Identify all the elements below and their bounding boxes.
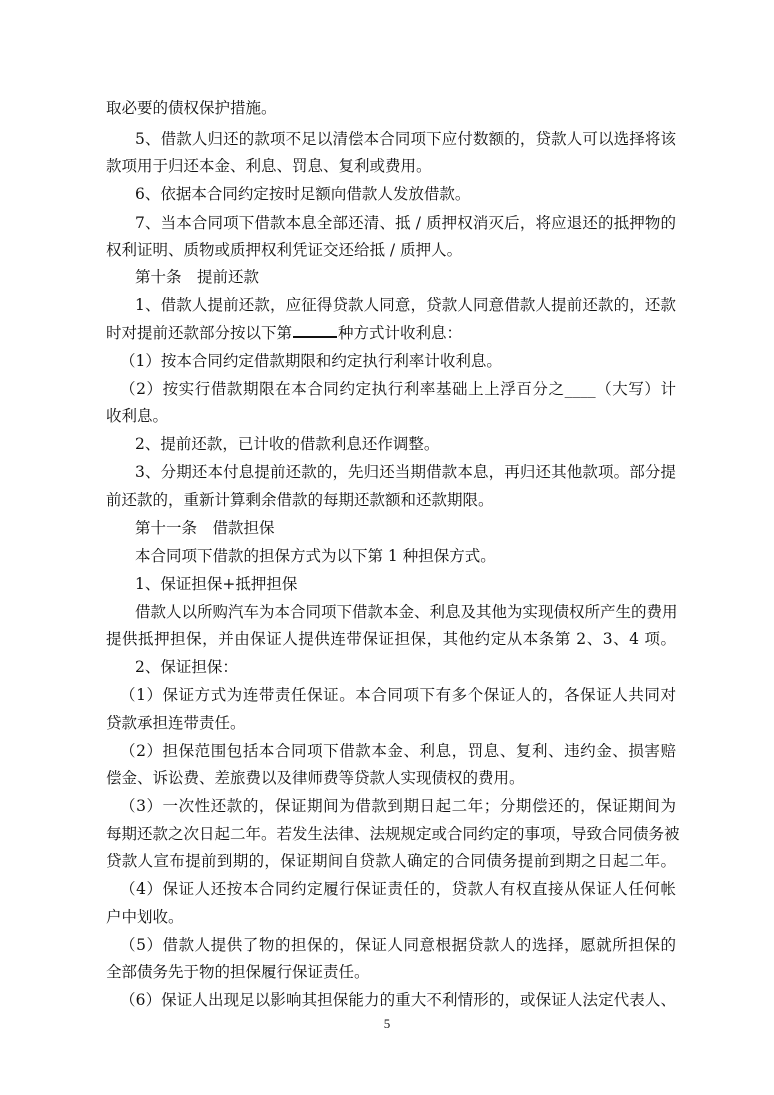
paragraph-line: （3）一次性还款的，保证期间为借款到期日起二年；分期偿还的，保证期间为	[120, 797, 676, 815]
paragraph-line: 2、提前还款，已计收的借款利息还作调整。	[135, 435, 440, 453]
paragraph-line: 前还款的，重新计算剩余借款的每期还款额和还款期限。	[106, 491, 494, 509]
paragraph-line: （5）借款人提供了物的担保的，保证人同意根据贷款人的选择，愿就所担保的	[120, 936, 676, 954]
paragraph-line: 收利息。	[106, 407, 169, 425]
blank-suffix: 种方式计收利息：	[338, 324, 463, 342]
paragraph-line: （1）保证方式为连带责任保证。本合同项下有多个保证人的，各保证人共同对	[120, 686, 676, 704]
paragraph-line: （4）保证人还按本合同约定履行保证责任的，贷款人有权直接从保证人任何帐	[120, 880, 676, 898]
page-number: 5	[383, 1016, 391, 1031]
paragraph-line: （6）保证人出现足以影响其担保能力的重大不利情形的，或保证人法定代表人、	[120, 991, 676, 1009]
paragraph-line: 全部债务先于物的担保履行保证责任。	[106, 963, 370, 981]
paragraph-line: 7、当本合同项下借款本息全部还清、抵 / 质押权消灭后，将应退还的抵押物的	[135, 214, 676, 232]
paragraph-line: 1、借款人提前还款，应征得贷款人同意，贷款人同意借款人提前还款的，还款	[135, 296, 676, 314]
paragraph-line: 贷款承担连带责任。	[106, 714, 246, 732]
paragraph-line: 每期还款之次日起二年。若发生法律、法规规定或合同约定的事项，导致合同债务被	[106, 825, 680, 843]
section-heading: 第十一条 借款担保	[135, 519, 275, 537]
paragraph-line: 取必要的债权保护措施。	[106, 99, 277, 117]
paragraph-line: 借款人以所购汽车为本合同项下借款本金、利息及其他为实现债权所产生的费用	[135, 603, 678, 621]
paragraph-line: 5、借款人归还的款项不足以清偿本合同项下应付数额的，贷款人可以选择将该	[135, 130, 676, 148]
paragraph-line: 提供抵押担保，并由保证人提供连带保证担保，其他约定从本条第 2、3、4 项。	[106, 630, 676, 648]
paragraph-line: 权利证明、质物或质押权利凭证交还给抵 / 质押人。	[106, 241, 463, 259]
paragraph-line-with-blank	[106, 322, 676, 343]
paragraph-line: 3、分期还本付息提前还款的，先归还当期借款本息，再归还其他款项。部分提	[135, 463, 676, 481]
paragraph-line: 2、保证担保：	[135, 658, 238, 676]
paragraph-line: 户中划收。	[106, 908, 184, 926]
paragraph-line: 本合同项下借款的担保方式为以下第 1 种担保方式。	[135, 547, 496, 565]
paragraph-line: （2）担保范围包括本合同项下借款本金、利息，罚息、复利、违约金、损害赔	[120, 742, 676, 760]
fill-in-blank	[293, 322, 337, 338]
paragraph-line: 款项用于归还本金、利息、罚息、复利或费用。	[106, 157, 432, 175]
paragraph-line: （1）按本合同约定借款期限和约定执行利率计收利息。	[120, 352, 502, 370]
paragraph-line: （2）按实行借款期限在本合同约定执行利率基础上上浮百分之____（大写）计	[120, 380, 676, 398]
paragraph-line: 1、保证担保+抵押担保	[135, 575, 298, 593]
section-heading: 第十条 提前还款	[135, 268, 260, 286]
paragraph-line: 贷款人宣布提前到期的，保证期间自贷款人确定的合同债务提前到期之日起二年。	[106, 852, 676, 870]
blank-prefix: 时对提前还款部分按以下第	[106, 324, 293, 342]
paragraph-line: 偿金、诉讼费、差旅费以及律师费等贷款人实现债权的费用。	[106, 769, 525, 787]
paragraph-line: 6、依据本合同约定按时足额向借款人发放借款。	[135, 185, 471, 203]
